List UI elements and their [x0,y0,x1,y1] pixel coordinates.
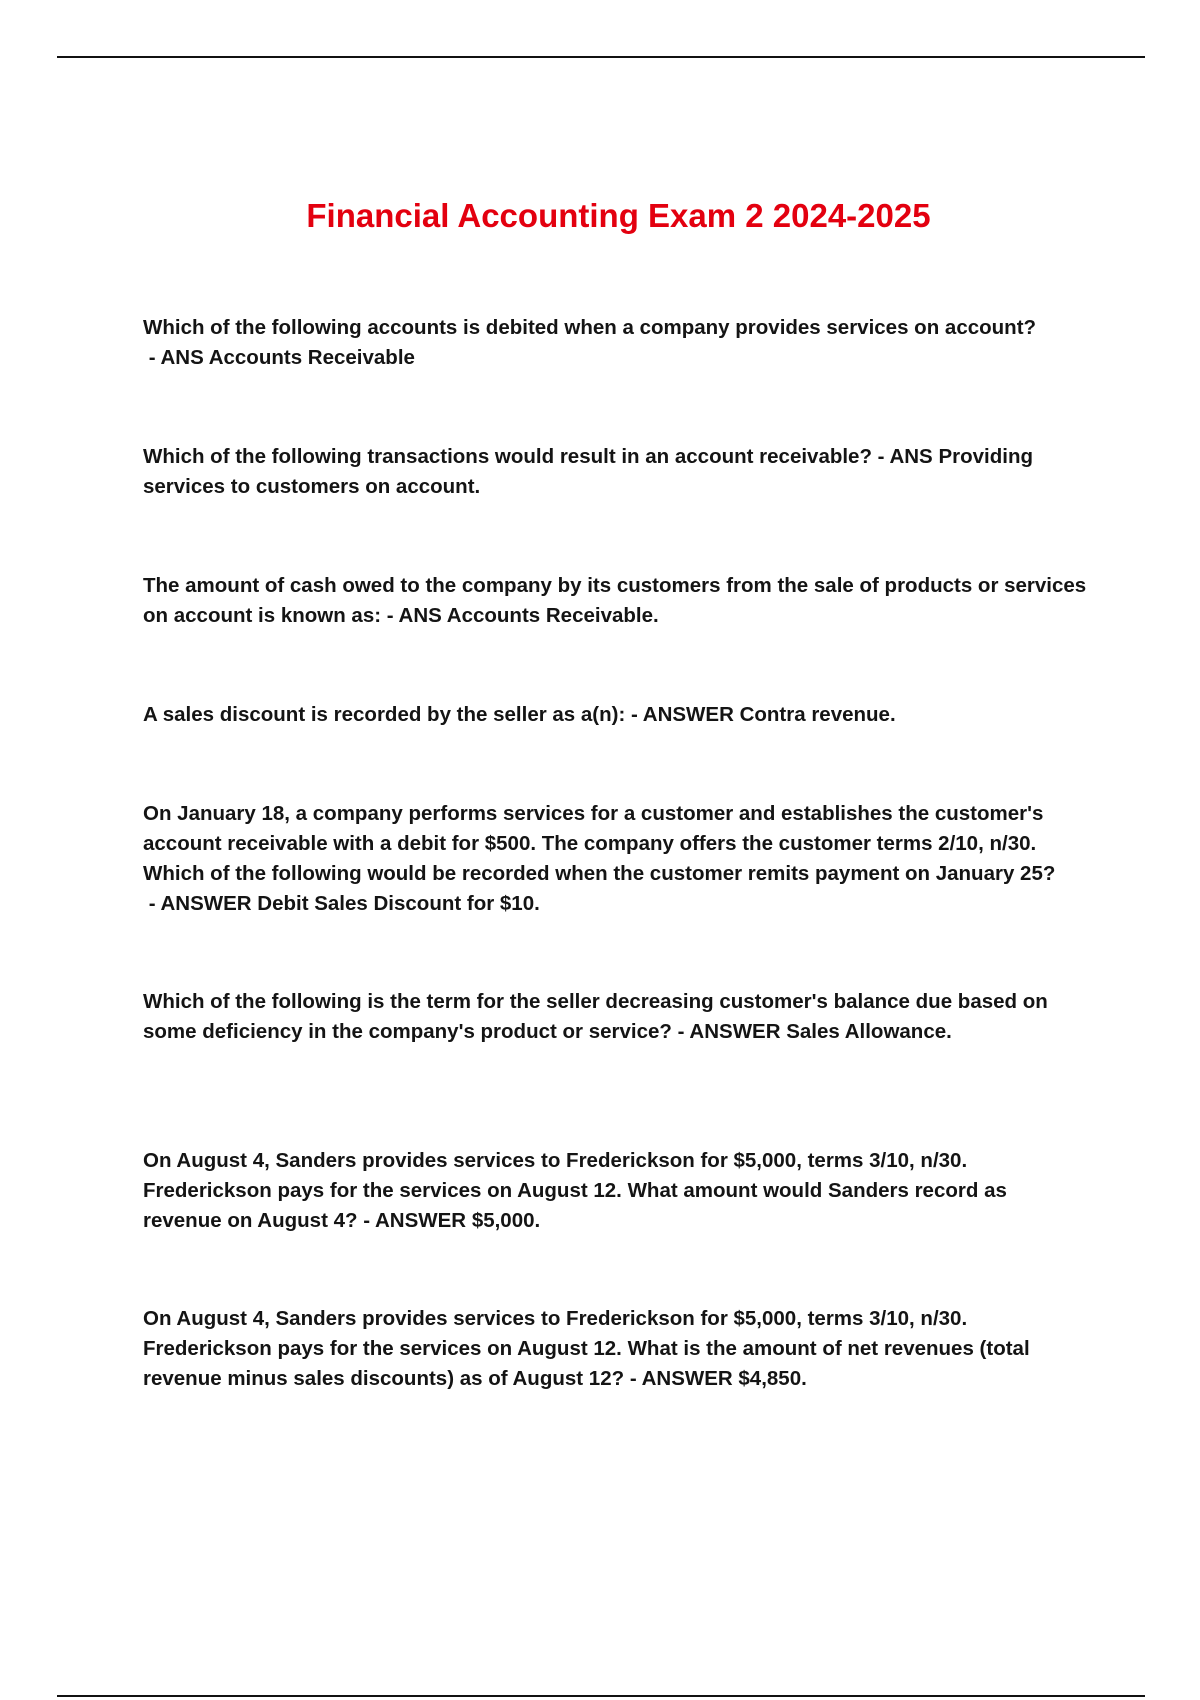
answer-text: Accounts Receivable [208,346,415,369]
qa-item: Which of the following is the term for the seller decreasing customer's balance due based on some deficiency in the company's product or service? - ANSWER Sales Allowance. [143,990,1048,1043]
question-text: Which of the following accounts is debited when a company provides services on account? [143,316,1037,339]
qa-item: On January 18, a company performs services for a customer and establishes the customer's account receivable with a debit for $500. The company offers the customer terms 2/10, n/30. Which of the following would be recorded when the customer remits payment on January 25? - ANSWER Debit Sales Discount for $10. [143,802,1056,915]
answer-marker: ANS [160,346,204,369]
answer-text: $5,000. [471,1209,541,1232]
answer-text: Accounts Receivable. [446,604,659,627]
qa-item: The amount of cash owed to the company by its customers from the sale of products or services on account is known as: - ANS Accounts Receivable. [143,574,1087,627]
answer-text: Debit Sales Discount for $10. [257,892,540,915]
answer-marker: ANS [889,445,933,468]
answer-marker: ANSWER [160,892,252,915]
answer-marker: ANSWER [689,1020,781,1043]
answer-marker: ANS [398,604,442,627]
question-text: On January 18, a company performs services for a customer and establishes the customer's account receivable with a debit for $500. The company offers the customer terms 2/10, n/30. Which of the following would be recorded when the customer remits payment on January 25? [143,802,1056,885]
qa-item: Which of the following accounts is debited when a company provides services on account? - ANS Accounts Receivable [143,316,1037,369]
answer-text: Providing services to customers on account. [143,445,1033,498]
bottom-rule [57,1695,1145,1697]
document-title: Financial Accounting Exam 2 2024-2025 [306,197,931,234]
qa-item: A sales discount is recorded by the seller as a(n): - ANSWER Contra revenue. [143,703,896,726]
question-text: On August 4, Sanders provides services to Frederickson for $5,000, terms 3/10, n/30. Frederickson pays for the services on August 12. What amount would Sanders record as revenue on August 4? [143,1149,1007,1232]
qa-item: On August 4, Sanders provides services to Frederickson for $5,000, terms 3/10, n/30. Frederickson pays for the services on August 12. What is the amount of net revenues (total revenue minus sales discounts) as of August 12? - ANSWER $4,850. [143,1307,1030,1390]
answer-marker: ANSWER [642,703,734,726]
question-text: A sales discount is recorded by the seller as a(n): [143,703,626,726]
answer-text: Sales Allowance. [786,1020,952,1043]
question-text: Which of the following is the term for the seller decreasing customer's balance due based on some deficiency in the company's product or service? [143,990,1048,1043]
answer-marker: ANSWER [375,1209,467,1232]
qa-item: Which of the following transactions would result in an account receivable? - ANS Providing services to customers on account. [143,445,1033,498]
top-rule [57,56,1145,58]
question-text: Which of the following transactions would result in an account receivable? [143,445,872,468]
question-text: The amount of cash owed to the company by its customers from the sale of products or services on account is known as: [143,574,1087,627]
answer-text: Contra revenue. [739,703,896,726]
answer-marker: ANSWER [641,1367,733,1390]
answer-text: $4,850. [738,1367,807,1390]
question-text: On August 4, Sanders provides services to Frederickson for $5,000, terms 3/10, n/30. Frederickson pays for the services on August 12. What is the amount of net revenues (total revenue minus sales discounts) as of August 12? [143,1307,1030,1390]
qa-item: On August 4, Sanders provides services to Frederickson for $5,000, terms 3/10, n/30. Frederickson pays for the services on August 12. What amount would Sanders record as revenue on August 4? - ANSWER $5,000. [143,1149,1007,1232]
